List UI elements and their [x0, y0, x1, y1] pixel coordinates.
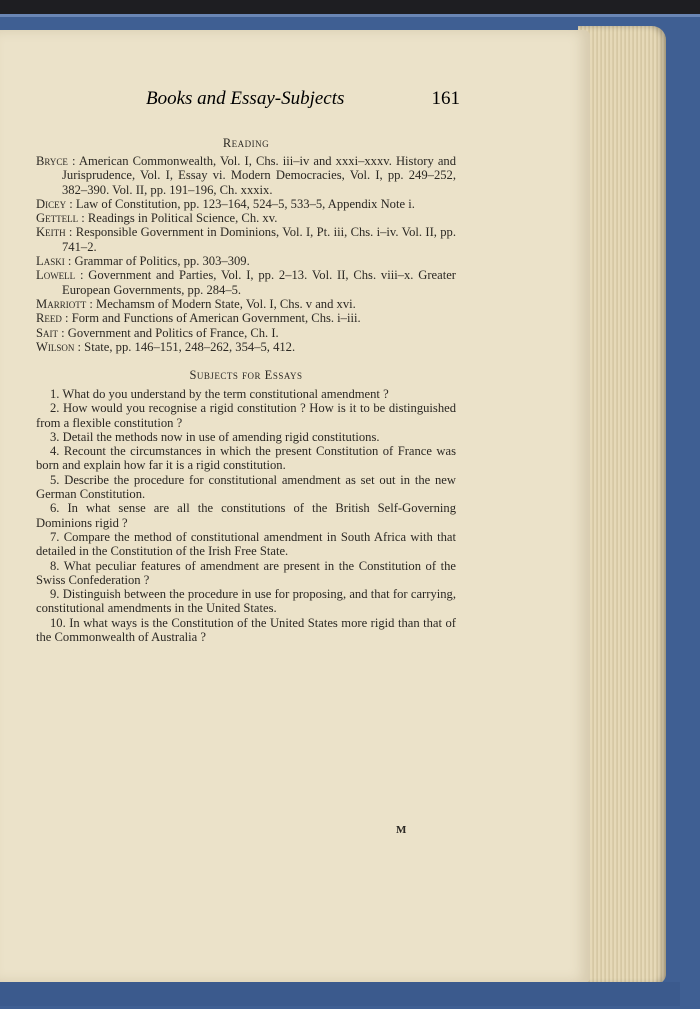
reference-text: : State, pp. 146–151, 248–262, 354–5, 412. [74, 339, 296, 354]
reading-list [36, 154, 456, 354]
reference-text: : Law of Constitution, pp. 123–164, 524–5, 533–5, Appendix Note i. [66, 196, 415, 211]
reading-heading: Reading [222, 136, 270, 150]
page-edges [578, 26, 666, 984]
signature-mark: M [396, 824, 407, 836]
essays-heading: Subjects for Essays [189, 368, 303, 382]
reference-text: : Grammar of Politics, pp. 303–309. [64, 254, 250, 269]
essay-item: 1. What do you understand by the term constitutional amendment ? [50, 387, 389, 401]
reference-author: Wilson [36, 339, 75, 354]
reference-author: Laski [36, 254, 65, 269]
essay-item: 4. Recount the circumstances in which the present Constitution of France was born and explain how far it is a rigid constitution. [36, 444, 456, 473]
reference-entry [36, 311, 456, 325]
essay-item: 7. Compare the method of constitutional amendment in South Africa with that detailed in the Constitution of the Irish Free State. [36, 529, 456, 559]
reference-text: : Form and Functions of American Government, Chs. i–iii. [61, 311, 361, 326]
essay-item: 10. In what ways is the Constitution of the United States more rigid than that of the Commonwealth of Australia ? [36, 615, 456, 645]
essay-list [36, 387, 456, 644]
essay-item: 3. Detail the methods now in use of amending rigid constitutions. [50, 429, 380, 444]
reference-author: Lowell [36, 268, 76, 283]
essay-item: 8. What peculiar features of amendment are present in the Constitution of the Swiss Confederation ? [36, 558, 456, 587]
reference-author: Dicey [36, 196, 67, 211]
reference-entry [36, 197, 456, 211]
reference-text: : Mechamsm of Modern State, Vol. I, Chs. v and xvi. [86, 296, 356, 311]
reference-entry [36, 297, 456, 311]
reference-author: Bryce [36, 154, 68, 168]
reference-text: : Government and Parties, Vol. I, pp. 2–13. Vol. II, Chs. viii–x. Greater European Governments, pp. 284–5. [62, 268, 456, 297]
reference-author: Reed [36, 311, 62, 326]
reference-author: Gettell [36, 211, 79, 226]
essay-item: 6. In what sense are all the constitutions of the British Self-Governing Dominions rigid ? [36, 501, 456, 530]
reference-entry [36, 154, 456, 197]
reference-author: Keith [36, 225, 66, 240]
reference-author: Marriott [36, 296, 87, 311]
reference-text: : Government and Politics of France, Ch. I. [58, 325, 279, 340]
page-number: 161 [431, 88, 460, 109]
reference-text: : American Commonwealth, Vol. I, Chs. iii–iv and xxxi–xxxv. History and Jurisprudence, Vol. I, Essay vi. Modern Democracies, Vol. I, pp. 249–252, 382–390. Vol. II, pp. 191–196, Ch. xxxix. [62, 154, 456, 197]
reference-entry [36, 254, 456, 268]
essay-item: 5. Describe the procedure for constitutional amendment as set out in the new German Constitution. [36, 472, 456, 502]
essay-item: 2. How would you recognise a rigid constitution ? How is it to be distinguished from a flexible constitution ? [36, 401, 456, 430]
reference-entry [36, 268, 456, 297]
page-header [36, 88, 460, 112]
book-cover-bottom [0, 982, 680, 1006]
essay-item: 9. Distinguish between the procedure in use for proposing, and that for carrying, constitutional amendments in the United States. [36, 587, 456, 616]
reference-entry [36, 211, 456, 225]
reference-author: Sait [36, 325, 58, 340]
reference-entry [36, 340, 456, 354]
reference-entry [36, 326, 456, 340]
running-title: Books and Essay-Subjects [146, 88, 345, 109]
reference-entry [36, 225, 456, 254]
reference-text: : Responsible Government in Dominions, Vol. I, Pt. iii, Chs. i–iv. Vol. II, pp. 741–2. [62, 225, 456, 254]
reference-text: : Readings in Political Science, Ch. xv. [78, 211, 278, 226]
